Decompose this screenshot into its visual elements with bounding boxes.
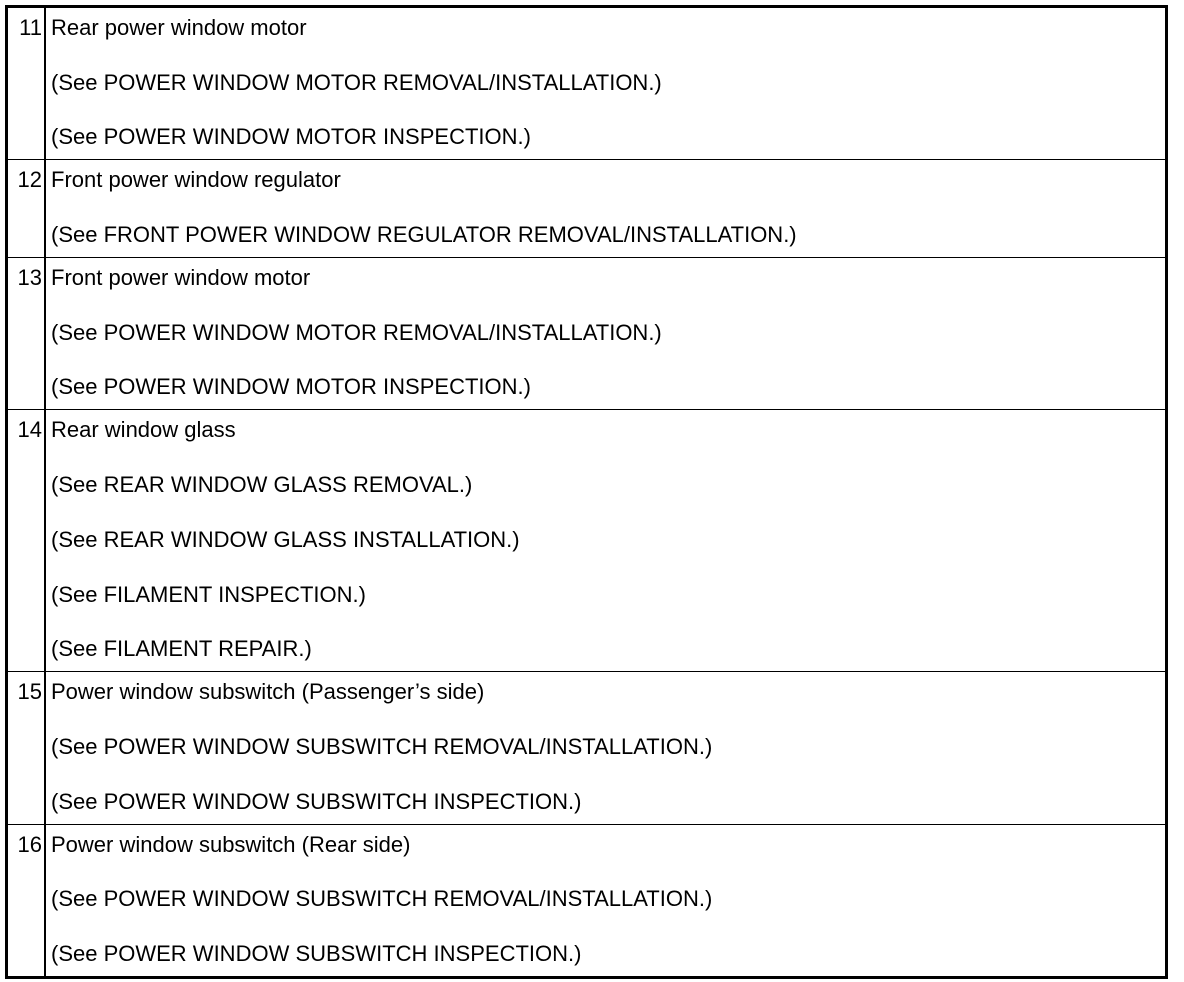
item-number: 11: [19, 15, 42, 40]
item-title: Rear power window motor: [51, 15, 307, 40]
item-number: 13: [17, 265, 42, 291]
item-number: 16: [17, 831, 42, 857]
item-number: 12: [17, 167, 42, 193]
reference-link[interactable]: (See FRONT POWER WINDOW REGULATOR REMOVAL/INSTALLATION.): [51, 222, 797, 248]
item-content-cell: [46, 8, 1165, 159]
reference-link[interactable]: (See POWER WINDOW SUBSWITCH REMOVAL/INSTALLATION.): [51, 733, 713, 759]
item-number: 14: [17, 417, 42, 443]
item-number-cell: [8, 672, 46, 823]
item-number-cell: [8, 8, 46, 159]
reference-link[interactable]: (See POWER WINDOW SUBSWITCH REMOVAL/INSTALLATION.): [51, 886, 713, 912]
reference-link[interactable]: (See POWER WINDOW SUBSWITCH INSPECTION.): [51, 788, 582, 814]
reference-link[interactable]: (See REAR WINDOW GLASS INSTALLATION.): [51, 526, 520, 552]
reference-link[interactable]: (See POWER WINDOW MOTOR INSPECTION.): [51, 124, 531, 150]
item-title: Power window subswitch (Rear side): [51, 831, 411, 857]
item-title: Front power window motor: [51, 265, 311, 291]
item-number-cell: [8, 258, 46, 409]
table-row: [8, 257, 1165, 409]
item-number: 15: [17, 679, 42, 705]
item-title: Rear window glass: [51, 417, 236, 443]
table-row: [8, 824, 1165, 976]
reference-link[interactable]: (See POWER WINDOW SUBSWITCH INSPECTION.): [51, 940, 582, 966]
table-row: [8, 671, 1165, 823]
reference-link[interactable]: (See FILAMENT INSPECTION.): [51, 581, 366, 607]
reference-link[interactable]: (See POWER WINDOW MOTOR INSPECTION.): [51, 374, 531, 400]
table-row: [8, 8, 1165, 159]
item-content-cell: [46, 672, 1165, 823]
reference-link[interactable]: (See FILAMENT REPAIR.): [51, 636, 312, 662]
reference-link[interactable]: (See POWER WINDOW MOTOR REMOVAL/INSTALLATION.): [51, 69, 662, 95]
item-number-cell: [8, 825, 46, 976]
item-title: Power window subswitch (Passenger’s side): [51, 679, 485, 705]
item-content-cell: [46, 160, 1165, 257]
table-row: [8, 159, 1165, 257]
item-number-cell: [8, 410, 46, 671]
reference-link[interactable]: (See REAR WINDOW GLASS REMOVAL.): [51, 472, 473, 498]
item-content-cell: [46, 258, 1165, 409]
reference-link[interactable]: (See POWER WINDOW MOTOR REMOVAL/INSTALLATION.): [51, 319, 662, 345]
table-row: [8, 409, 1165, 671]
item-title: Front power window regulator: [51, 167, 341, 193]
component-table: [5, 5, 1168, 979]
item-content-cell: [46, 825, 1165, 976]
item-content-cell: [46, 410, 1165, 671]
item-number-cell: [8, 160, 46, 257]
